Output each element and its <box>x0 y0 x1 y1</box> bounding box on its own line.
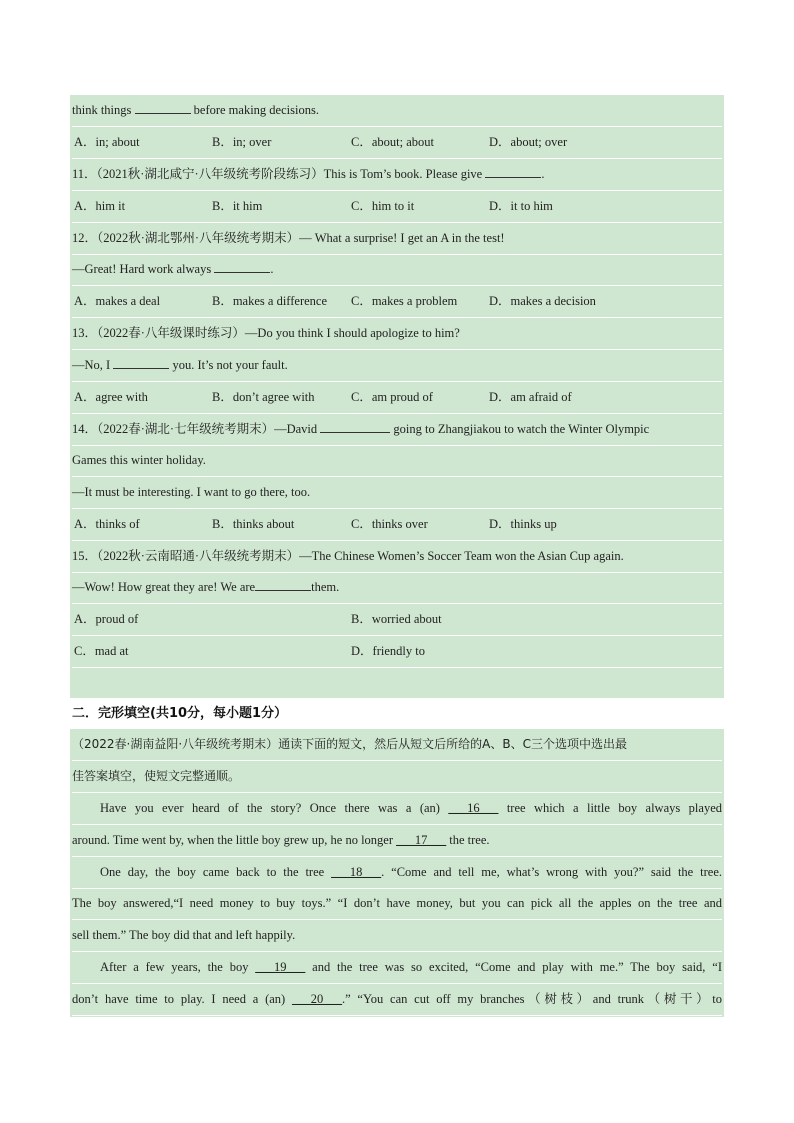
option-b[interactable]: B．makes a difference <box>212 294 327 308</box>
option-c[interactable]: C．him to it <box>351 199 415 213</box>
option-c[interactable]: C．thinks over <box>351 517 428 531</box>
option-a[interactable]: A．makes a deal <box>74 294 161 308</box>
q14-options <box>72 509 722 541</box>
option-d[interactable]: D．friendly to <box>351 644 425 658</box>
answer-blank <box>255 577 311 591</box>
cloze-intro-continued: 佳答案填空，使短文完整通顺。 <box>72 761 722 793</box>
answer-blank <box>214 259 270 273</box>
q13-stem: 13．（2022春·八年级课时练习）—Do you think I should apologize to him? <box>72 318 722 350</box>
q10-stem: think things before making decisions. <box>72 95 722 127</box>
blank-17[interactable]: ___17___ <box>396 833 447 847</box>
option-b[interactable]: B．worried about <box>351 612 442 626</box>
q15-options-row1 <box>72 604 722 636</box>
cloze-intro: （2022春·湖南益阳·八年级统考期末）通读下面的短文，然后从短文后所给的A、B、C三个选项中选出最 <box>72 729 722 761</box>
option-d[interactable]: D．am afraid of <box>489 390 572 404</box>
section-title-cloze: 二．完形填空(共10分，每小题1分） <box>72 706 288 721</box>
paragraph-3-line-1: After a few years, the boy ___19___ and the tree was so excited, “Come and play with me.” The boy said, “I <box>72 952 722 984</box>
multiple-choice-block <box>70 95 724 698</box>
option-d[interactable]: D．makes a decision <box>489 294 596 308</box>
option-a[interactable]: A．in; about <box>74 135 140 149</box>
option-c[interactable]: C．about; about <box>351 135 434 149</box>
q15-reply: —Wow! How great they are! We are them. <box>72 572 722 604</box>
option-d[interactable]: D．about; over <box>489 135 568 149</box>
answer-blank <box>320 419 390 433</box>
option-c[interactable]: C．am proud of <box>351 390 433 404</box>
option-d[interactable]: D．it to him <box>489 199 553 213</box>
q12-stem: 12．（2022秋·湖北鄂州·八年级统考期末）— What a surprise! I get an A in the test! <box>72 223 722 255</box>
option-c[interactable]: C．makes a problem <box>351 294 458 308</box>
q12-options <box>72 286 722 318</box>
q11-stem: 11．（2021秋·湖北咸宁·八年级统考阶段练习）This is Tom’s book. Please give . <box>72 159 722 191</box>
paragraph-2-line-3: sell them.” The boy did that and left happily. <box>72 920 722 952</box>
blank-18[interactable]: ___18___ <box>331 865 382 879</box>
q14-stem-continued: Games this winter holiday. <box>72 445 722 477</box>
blank-16[interactable]: ___16___ <box>448 801 499 815</box>
paragraph-2-line-1: One day, the boy came back to the tree ___18___. “Come and tell me, what’s wrong with you?” said the tree. <box>72 857 722 889</box>
cloze-passage-block <box>70 729 724 1017</box>
option-c[interactable]: C．mad at <box>74 644 129 658</box>
option-a[interactable]: A．agree with <box>74 390 148 404</box>
option-d[interactable]: D．thinks up <box>489 517 557 531</box>
option-a[interactable]: A．thinks of <box>74 517 140 531</box>
option-b[interactable]: B．don’t agree with <box>212 390 315 404</box>
q12-reply: —Great! Hard work always . <box>72 254 722 286</box>
option-a[interactable]: A．proud of <box>74 612 139 626</box>
answer-blank <box>485 164 541 178</box>
option-a[interactable]: A．him it <box>74 199 126 213</box>
paragraph-2-line-2: The boy answered,“I need money to buy toys.” “I don’t have money, but you can pick all the apples on the tree and <box>72 888 722 920</box>
option-b[interactable]: B．thinks about <box>212 517 295 531</box>
paragraph-1-line-1: Have you ever heard of the story? Once there was a (an) ___16___ tree which a little boy always played <box>72 793 722 825</box>
q15-stem: 15．（2022秋·云南昭通·八年级统考期末）—The Chinese Women’s Soccer Team won the Asian Cup again. <box>72 541 722 573</box>
q14-reply: —It must be interesting. I want to go there, too. <box>72 477 722 509</box>
q15-options-row2 <box>72 636 722 668</box>
paragraph-3-line-2: don’t have time to play. I need a (an) ___20___.” “You can cut off my branches（树枝）and trunk（树干）to <box>72 984 722 1016</box>
q13-options <box>72 382 722 414</box>
q11-options <box>72 191 722 223</box>
q10-options <box>72 127 722 159</box>
blank-19[interactable]: ___19___ <box>255 960 306 974</box>
option-b[interactable]: B．in; over <box>212 135 272 149</box>
q14-stem: 14．（2022春·湖北·七年级统考期末）—David going to Zhangjiakou to watch the Winter Olympic <box>72 414 722 446</box>
answer-blank <box>135 100 191 114</box>
answer-blank <box>113 355 169 369</box>
option-b[interactable]: B．it him <box>212 199 263 213</box>
q13-reply: —No, I you. It’s not your fault. <box>72 350 722 382</box>
paragraph-1-line-2: around. Time went by, when the little boy grew up, he no longer ___17___ the tree. <box>72 825 722 857</box>
blank-20[interactable]: ___20___ <box>291 992 342 1006</box>
